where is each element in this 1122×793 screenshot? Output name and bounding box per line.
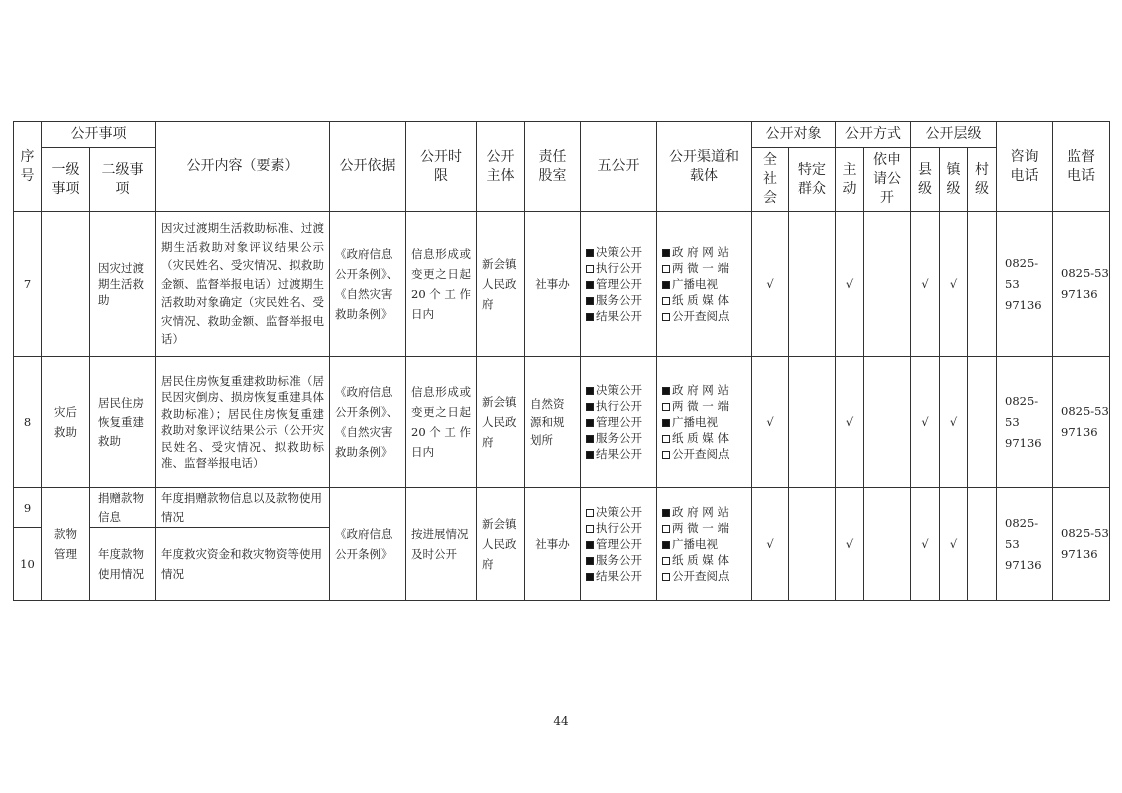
row-five-open (581, 488, 657, 601)
checkbox-item: 公开查阅点 (662, 568, 746, 584)
row-subject: 新会镇人民政府 (477, 212, 525, 357)
checkbox-item: 管理公开 (586, 414, 651, 430)
checkbox-icon (586, 573, 594, 581)
checkbox-icon (662, 573, 670, 581)
checkbox-item: 政 府 网 站 (662, 382, 746, 398)
checkbox-item: 决策公开 (586, 504, 651, 520)
checkbox-icon (662, 557, 670, 565)
header-method-group: 公开方式 (836, 122, 911, 148)
header-level2: 二级事项 (90, 148, 156, 212)
header-method-active: 主动 (836, 148, 864, 212)
row-channel (657, 212, 752, 357)
checkbox-icon (662, 435, 670, 443)
checkbox-icon (586, 557, 594, 565)
row-time-limit: 信息形成或变更之日起20个工作日内 (406, 357, 477, 488)
row-level2: 因灾过渡期生活救助 (90, 212, 156, 357)
row-target-all: √ (752, 212, 789, 357)
header-target-specific: 特定群众 (789, 148, 836, 212)
row-village (968, 488, 997, 601)
checkbox-icon (662, 403, 670, 411)
row-target-specific (789, 212, 836, 357)
row-town: √ (940, 357, 968, 488)
checkbox-item: 结果公开 (586, 308, 651, 324)
header-seq: 序号 (14, 122, 42, 212)
checkbox-icon (662, 313, 670, 321)
header-basis: 公开依据 (330, 122, 406, 212)
row-consult: 0825-53 97136 (997, 488, 1053, 601)
disclosure-table (13, 121, 1110, 601)
table-row (14, 357, 1110, 488)
row-office: 自然资源和规划所 (525, 357, 581, 488)
checkbox-icon (662, 509, 670, 517)
checkbox-item: 广播电视 (662, 276, 746, 292)
row-county: √ (911, 212, 940, 357)
row-level2: 年度款物使用情况 (90, 528, 156, 601)
header-method-apply: 依申请公开 (864, 148, 911, 212)
checkbox-item: 执行公开 (586, 260, 651, 276)
checkbox-item: 广播电视 (662, 536, 746, 552)
row-five-open (581, 212, 657, 357)
checkbox-item: 管理公开 (586, 276, 651, 292)
checkbox-item: 服务公开 (586, 292, 651, 308)
header-time-limit: 公开时限 (406, 122, 477, 212)
row-level1 (42, 212, 90, 357)
checkbox-item: 服务公开 (586, 430, 651, 446)
header-office: 责任股室 (525, 122, 581, 212)
checkbox-item: 公开查阅点 (662, 308, 746, 324)
row-county: √ (911, 488, 940, 601)
checkbox-icon (662, 281, 670, 289)
row-content: 居民住房恢复重建救助标准（居民因灾倒房、损房恢复重建具体救助标准）；居民住房恢复重建救助对象评议结果公示（公开灾民姓名、受灾情况、拟救助标准、监督举报电话） (156, 357, 330, 488)
row-target-specific (789, 488, 836, 601)
row-consult: 0825-53 97136 (997, 212, 1053, 357)
checkbox-item: 广播电视 (662, 414, 746, 430)
row-five-open (581, 357, 657, 488)
row-level1: 灾后救助 (42, 357, 90, 488)
row-level1: 款物管理 (42, 488, 90, 601)
row-target-specific (789, 357, 836, 488)
header-consult: 咨询电话 (997, 122, 1053, 212)
row-seq: 10 (14, 528, 42, 601)
checkbox-icon (586, 451, 594, 459)
header-target-group: 公开对象 (752, 122, 836, 148)
header-county: 县级 (911, 148, 940, 212)
checkbox-item: 纸 质 媒 体 (662, 552, 746, 568)
checkbox-icon (586, 265, 594, 273)
checkbox-item: 执行公开 (586, 520, 651, 536)
checkbox-item: 政 府 网 站 (662, 244, 746, 260)
row-supervise: 0825-53 97136 (1053, 357, 1110, 488)
checkbox-icon (662, 451, 670, 459)
checkbox-item: 两 微 一 端 (662, 398, 746, 414)
checkbox-item: 管理公开 (586, 536, 651, 552)
checkbox-icon (662, 541, 670, 549)
checkbox-icon (586, 403, 594, 411)
row-channel (657, 357, 752, 488)
row-time-limit: 按进展情况及时公开 (406, 488, 477, 601)
header-town: 镇级 (940, 148, 968, 212)
row-office: 社事办 (525, 212, 581, 357)
row-method-active: √ (836, 488, 864, 601)
row-level2: 捐赠款物信息 (90, 488, 156, 528)
row-content: 因灾过渡期生活救助标准、过渡期生活救助对象评议结果公示（灾民姓名、受灾情况、拟救助金额、监督举报电话）过渡期生活救助对象确定（灾民姓名、受灾情况、救助金额、监督举报电话） (156, 212, 330, 357)
row-method-active: √ (836, 357, 864, 488)
table-row (14, 488, 1110, 528)
header-village: 村级 (968, 148, 997, 212)
checkbox-item: 纸 质 媒 体 (662, 430, 746, 446)
header-five-open: 五公开 (581, 122, 657, 212)
checkbox-item: 政 府 网 站 (662, 504, 746, 520)
header-target-all: 全社会 (752, 148, 789, 212)
checkbox-item: 公开查阅点 (662, 446, 746, 462)
table-row (14, 212, 1110, 357)
checkbox-item: 执行公开 (586, 398, 651, 414)
header-supervise: 监督电话 (1053, 122, 1110, 212)
row-subject: 新会镇人民政府 (477, 357, 525, 488)
row-content: 年度捐赠款物信息以及款物使用情况 (156, 488, 330, 528)
row-target-all: √ (752, 357, 789, 488)
header-items-group: 公开事项 (42, 122, 156, 148)
page-number: 44 (553, 714, 569, 728)
row-town: √ (940, 488, 968, 601)
row-level2: 居民住房恢复重建救助 (90, 357, 156, 488)
row-county: √ (911, 357, 940, 488)
row-village (968, 357, 997, 488)
checkbox-item: 服务公开 (586, 552, 651, 568)
header-subject: 公开主体 (477, 122, 525, 212)
row-supervise: 0825-53 97136 (1053, 212, 1110, 357)
row-seq: 7 (14, 212, 42, 357)
row-method-apply (864, 212, 911, 357)
checkbox-item: 决策公开 (586, 244, 651, 260)
checkbox-icon (662, 265, 670, 273)
header-content: 公开内容（要素） (156, 122, 330, 212)
row-content: 年度救灾资金和救灾物资等使用情况 (156, 528, 330, 601)
row-consult: 0825-53 97136 (997, 357, 1053, 488)
checkbox-icon (662, 387, 670, 395)
row-basis: 《政府信息公开条例》、《自然灾害救助条例》 (330, 357, 406, 488)
checkbox-item: 决策公开 (586, 382, 651, 398)
row-seq: 9 (14, 488, 42, 528)
row-time-limit: 信息形成或变更之日起20个工作日内 (406, 212, 477, 357)
checkbox-icon (662, 297, 670, 305)
checkbox-item: 两 微 一 端 (662, 260, 746, 276)
row-channel (657, 488, 752, 601)
row-subject: 新会镇人民政府 (477, 488, 525, 601)
row-village (968, 212, 997, 357)
row-basis: 《政府信息公开条例》 (330, 488, 406, 601)
row-basis: 《政府信息公开条例》、《自然灾害救助条例》 (330, 212, 406, 357)
checkbox-icon (586, 435, 594, 443)
header-level1: 一级事项 (42, 148, 90, 212)
checkbox-icon (586, 525, 594, 533)
row-method-apply (864, 488, 911, 601)
checkbox-icon (586, 509, 594, 517)
checkbox-icon (662, 525, 670, 533)
checkbox-icon (662, 249, 670, 257)
checkbox-icon (586, 541, 594, 549)
checkbox-icon (586, 419, 594, 427)
checkbox-item: 结果公开 (586, 568, 651, 584)
header-channel: 公开渠道和载体 (657, 122, 752, 212)
checkbox-icon (586, 387, 594, 395)
row-town: √ (940, 212, 968, 357)
row-method-active: √ (836, 212, 864, 357)
checkbox-item: 结果公开 (586, 446, 651, 462)
checkbox-item: 两 微 一 端 (662, 520, 746, 536)
header-level-group: 公开层级 (911, 122, 997, 148)
row-supervise: 0825-53 97136 (1053, 488, 1110, 601)
row-method-apply (864, 357, 911, 488)
checkbox-icon (662, 419, 670, 427)
row-office: 社事办 (525, 488, 581, 601)
checkbox-icon (586, 249, 594, 257)
checkbox-icon (586, 297, 594, 305)
checkbox-icon (586, 313, 594, 321)
checkbox-icon (586, 281, 594, 289)
row-seq: 8 (14, 357, 42, 488)
checkbox-item: 纸 质 媒 体 (662, 292, 746, 308)
row-target-all: √ (752, 488, 789, 601)
